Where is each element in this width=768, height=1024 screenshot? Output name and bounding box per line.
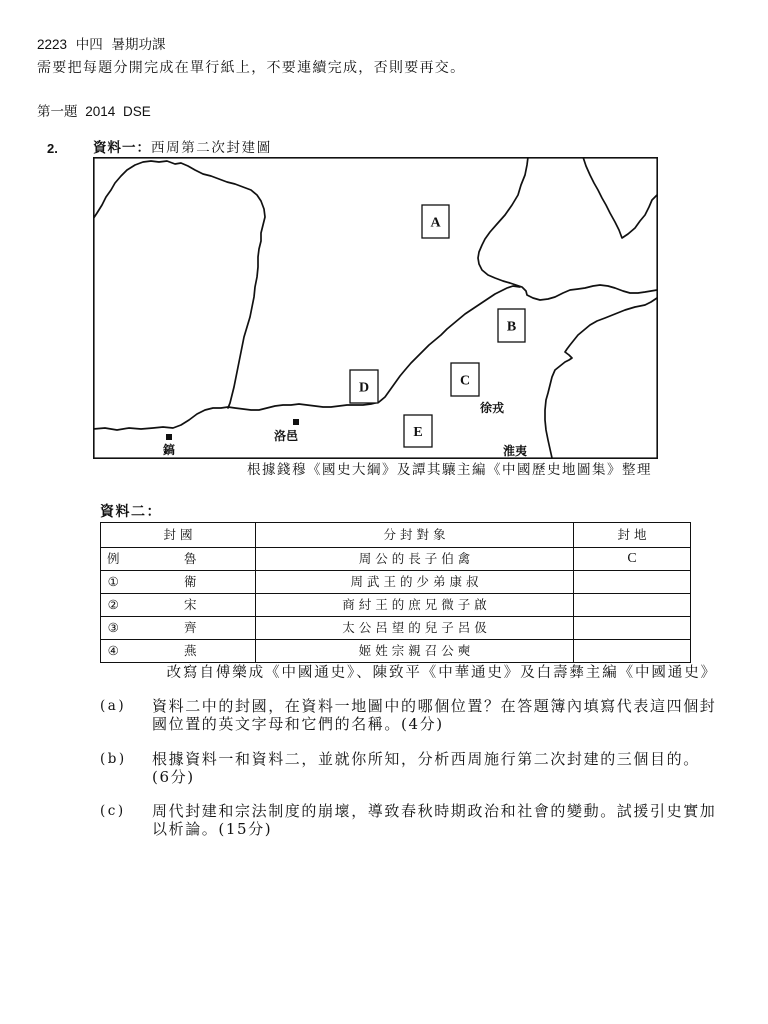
map-box-b (498, 309, 525, 342)
part-c-line-2: 以析論。(15分) (152, 819, 273, 838)
row-fief (574, 571, 691, 594)
map-box-c (451, 363, 479, 396)
source-1-label: 資料一： (93, 140, 151, 156)
source-1-caption: 根據錢穆《國史大綱》及譚其驤主編《中國歷史地圖集》整理 (247, 462, 652, 478)
map-hao-marker (166, 434, 172, 440)
map-box-c-letter: C (459, 373, 471, 389)
row-recipient: 周公的長子伯禽 (256, 548, 574, 571)
source-1-title: 西周第二次封建圖 (151, 140, 272, 156)
row-mark: ④ (101, 640, 126, 663)
map-frame (94, 158, 657, 458)
map-south-coastline (545, 298, 657, 458)
question-part-a (100, 698, 740, 734)
row-mark: ① (101, 571, 126, 594)
table-row (101, 548, 691, 571)
row-state: 衛 (126, 571, 256, 594)
map-box-e-letter: E (413, 425, 423, 440)
map-label-hao: 鎬 (162, 443, 176, 457)
table-row (101, 594, 691, 617)
row-recipient: 周武王的少弟康叔 (256, 571, 574, 594)
map-source-1 (93, 157, 658, 459)
part-a-line-2: 國位置的英文字母和它們的名稱。(4分) (152, 714, 444, 733)
part-b-label: (b) (100, 751, 127, 767)
row-fief (574, 617, 691, 640)
map-ordos-loop-river (93, 161, 265, 408)
row-fief (574, 594, 691, 617)
question-part-c (100, 803, 740, 839)
part-c-label: (c) (100, 803, 126, 819)
row-mark: 例 (101, 548, 126, 571)
question-heading: 第一題 2014 DSE (37, 104, 151, 119)
row-fief (574, 640, 691, 663)
map-box-d-letter: D (358, 380, 370, 396)
table-row (101, 617, 691, 640)
header-fief: 封地 (574, 523, 691, 548)
row-state: 魯 (126, 548, 256, 571)
row-recipient: 商紂王的庶兄微子啟 (256, 594, 574, 617)
map-bohai-coastline (478, 157, 657, 300)
map-label-huaiyi: 淮夷 (502, 444, 528, 458)
source-1-heading (93, 140, 272, 157)
map-box-d (350, 370, 378, 403)
map-box-e (404, 415, 432, 447)
row-recipient: 姬姓宗親召公奭 (256, 640, 574, 663)
part-b-line-2: (6分) (152, 767, 195, 786)
row-state: 宋 (126, 594, 256, 617)
course-line: 2223 中四 暑期功課 (37, 37, 166, 52)
map-label-xurong: 徐戎 (479, 401, 505, 415)
row-recipient: 太公呂望的兒子呂伋 (256, 617, 574, 640)
row-state: 燕 (126, 640, 256, 663)
part-a-text (152, 698, 716, 733)
part-c-text (152, 803, 716, 838)
map-yellow-river (93, 286, 520, 430)
row-fief: C (574, 548, 691, 571)
table-header-row (101, 523, 691, 548)
part-b-line-1: 根據資料一和資料二，並就你所知，分析西周施行第二次封建的三個目的。 (152, 750, 700, 768)
source-2-caption: 改寫自傅樂成《中國通史》、陳致平《中華通史》及白壽彝主編《中國通史》 (166, 665, 717, 681)
part-a-line-1: 資料二中的封國，在資料一地圖中的哪個位置？在答題簿內填寫代表這四個封 (152, 697, 717, 715)
map-box-a-letter: A (430, 215, 441, 231)
part-a-label: (a) (100, 698, 127, 714)
source-2-label: 資料二： (100, 504, 162, 520)
map-box-a (422, 205, 449, 238)
map-liaodong-coastline (583, 157, 657, 238)
map-box-b-letter: B (506, 319, 517, 335)
row-state: 齊 (126, 617, 256, 640)
row-mark: ③ (101, 617, 126, 640)
part-b-text (152, 751, 700, 786)
instruction-line: 需要把每題分開完成在單行紙上，不要連續完成，否則要再交。 (37, 59, 466, 75)
row-mark: ② (101, 594, 126, 617)
question-number: 2. (47, 141, 58, 156)
header-state: 封國 (101, 523, 256, 548)
source-2-table (100, 522, 691, 663)
question-part-b (100, 751, 740, 787)
table-row (101, 571, 691, 594)
map-luoyi-marker (293, 419, 299, 425)
part-c-line-1: 周代封建和宗法制度的崩壞，導致春秋時期政治和社會的變動。試援引史實加 (152, 802, 717, 820)
map-label-luoyi: 洛邑 (273, 429, 299, 443)
header-recipient: 分封對象 (256, 523, 574, 548)
table-row (101, 640, 691, 663)
